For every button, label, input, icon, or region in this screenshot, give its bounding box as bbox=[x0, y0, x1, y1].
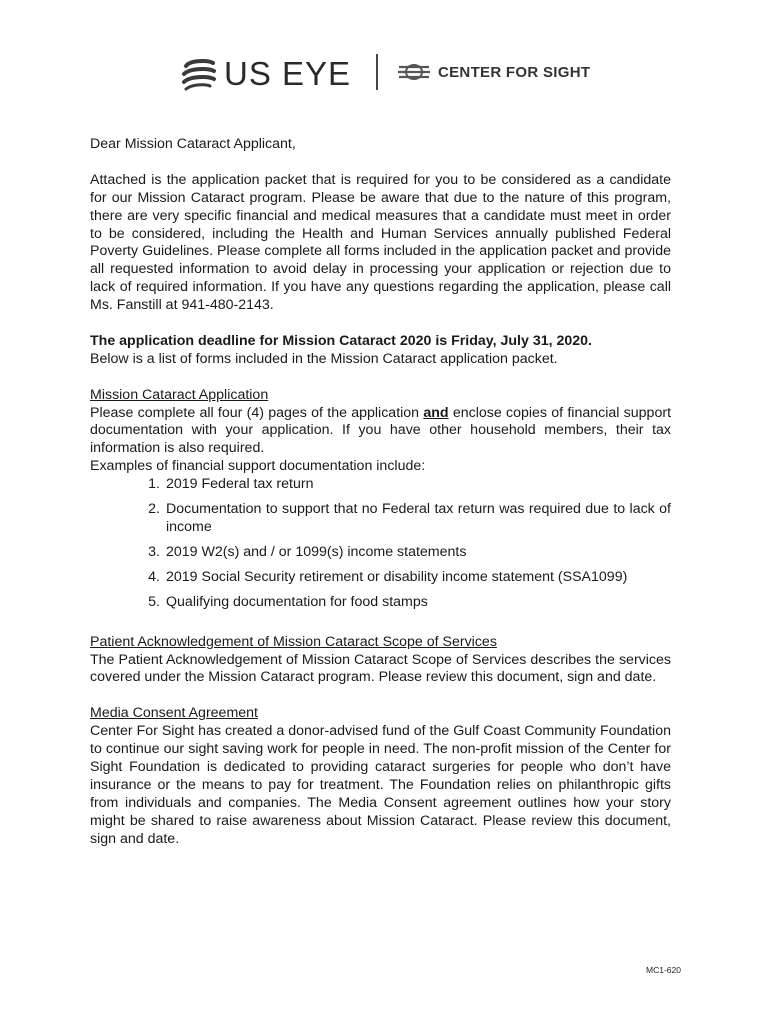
application-text: Please complete all four (4) pages of the application and enclose copies of financial support documentation with your application. If you have other household members, their tax information is also required. bbox=[90, 404, 672, 457]
logo-divider bbox=[376, 54, 378, 90]
center-for-sight-eye-icon bbox=[397, 62, 431, 82]
logo-header bbox=[0, 48, 770, 98]
and-emphasis: and bbox=[423, 404, 449, 421]
forms-intro: Below is a list of forms included in the Mission Cataract application packet. bbox=[90, 350, 558, 367]
center-for-sight-logo bbox=[397, 62, 590, 82]
examples-intro: Examples of financial support documentation include: bbox=[90, 458, 426, 475]
list-item: 1. 2019 Federal tax return bbox=[148, 476, 314, 493]
form-code: MC1-620 bbox=[646, 965, 681, 975]
us-eye-wordmark: US EYE bbox=[224, 54, 352, 92]
us-eye-swirl-icon bbox=[180, 54, 218, 92]
letter-greeting: Dear Mission Cataract Applicant, bbox=[90, 136, 296, 152]
list-item: 5. Qualifying documentation for food stamps bbox=[148, 593, 428, 610]
acknowledgement-text: The Patient Acknowledgement of Mission Cataract Scope of Services describes the services covered under the Mission Cataract program. Please review this document, sign and date. bbox=[90, 651, 671, 686]
media-consent-text: Center For Sight has created a donor-advised fund of the Gulf Coast Community Foundation to continue our sight saving work for people in need. The non-profit mission of the Center for Sight Foundation is dedicated to providing cataract surgeries for people who don’t have insurance or the means to pay for treatment. The Foundation relies on philanthropic gifts from individuals and companies. The Media Consent agreement outlines how your story might be shared to raise awareness about Mission Cataract. Please review this document, sign and date. bbox=[90, 723, 671, 847]
application-heading: Mission Cataract Application bbox=[90, 386, 269, 403]
list-item: 4. 2019 Social Security retirement or disability income statement (SSA1099) bbox=[148, 568, 628, 585]
intro-paragraph: Attached is the application packet that is required for you to be considered as a candidate for our Mission Cataract program. Please be aware that due to the nature of this program, there are very specific financial and medical measures that a candidate must meet in order to be considered, including the Health and Human Services annually published Federal Poverty Guidelines. Please complete all forms included in the application packet and provide all requested information to avoid delay in processing your application or rejection due to lack of required information. If you have any questions regarding the application, please call Ms. Fanstill at 941-480-2143. bbox=[90, 171, 671, 314]
us-eye-logo bbox=[180, 54, 351, 92]
examples-list bbox=[90, 476, 671, 611]
deadline-notice: The application deadline for Mission Cataract 2020 is Friday, July 31, 2020. bbox=[90, 332, 592, 349]
letter-body bbox=[90, 136, 671, 848]
list-item: 3. 2019 W2(s) and / or 1099(s) income statements bbox=[148, 543, 467, 560]
media-consent-heading: Media Consent Agreement bbox=[90, 705, 258, 722]
center-for-sight-wordmark: CENTER FOR SIGHT bbox=[438, 63, 591, 81]
list-item: 2. Documentation to support that no Federal tax return was required due to lack of income bbox=[148, 501, 671, 535]
acknowledgement-heading: Patient Acknowledgement of Mission Cataract Scope of Services bbox=[90, 633, 497, 650]
